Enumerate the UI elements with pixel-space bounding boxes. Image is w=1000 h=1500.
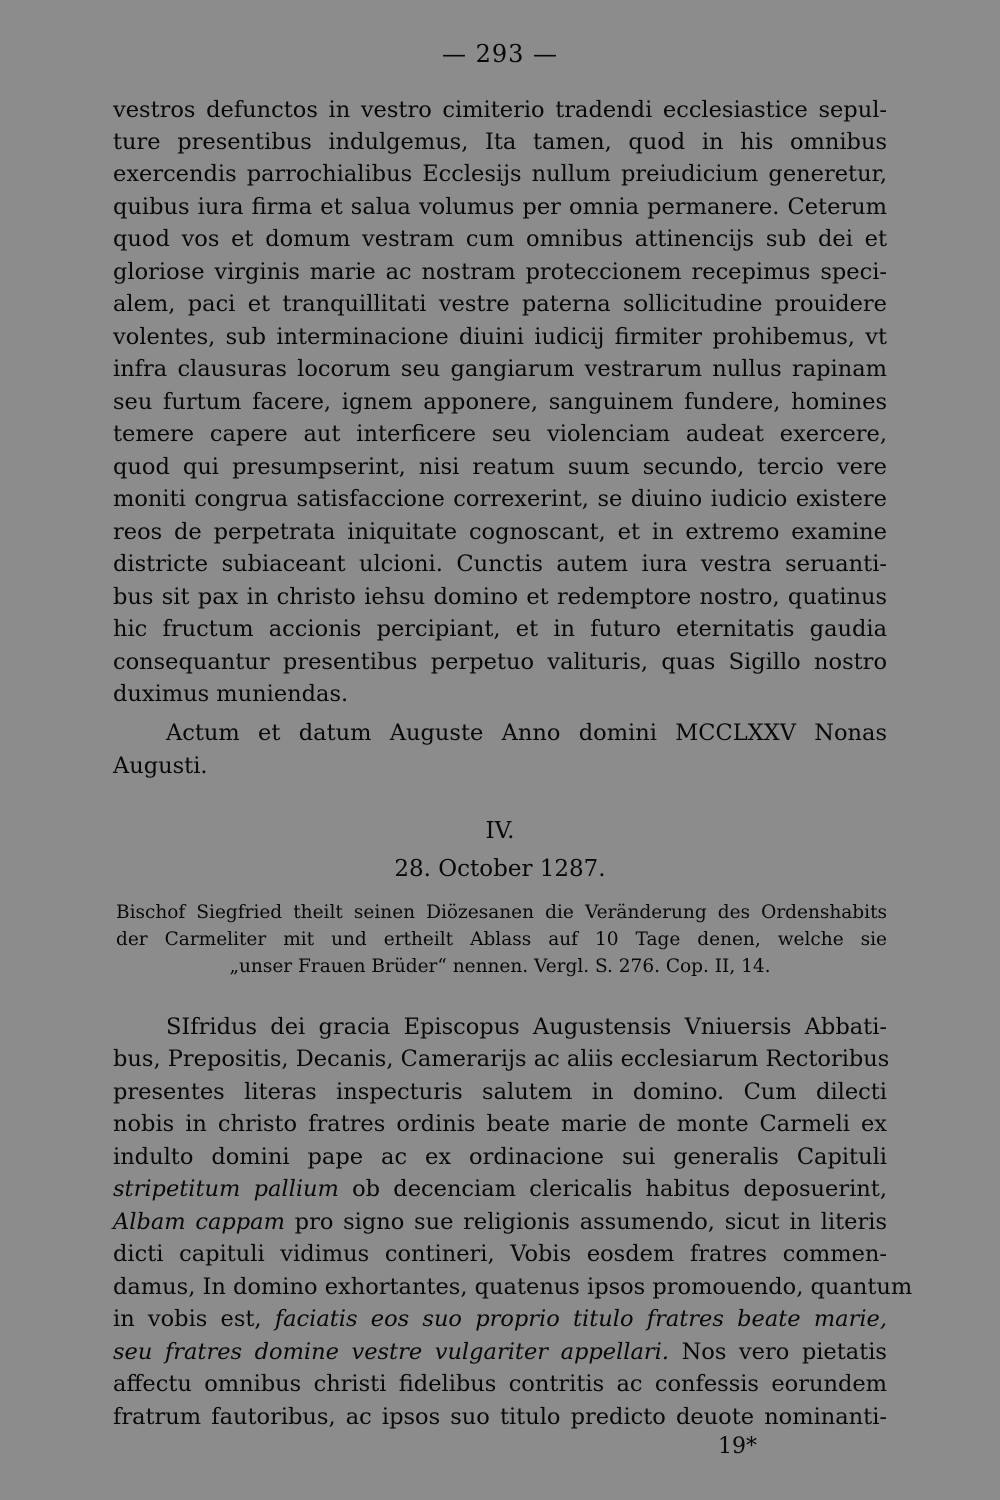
text-line: duximus muniendas. (113, 681, 349, 707)
text-line: SIfridus dei gracia Episcopus Augustensis Vniuersis Abbati- (166, 1014, 887, 1040)
italic-phrase: faciatis eos suo proprio titulo fratres beate marie, (274, 1306, 888, 1332)
text-line: ture presentibus indulgemus, Ita tamen, quod in his omnibus (113, 129, 887, 155)
italic-phrase: Albam cappam (113, 1209, 285, 1235)
text-line: indulto domini pape ac ex ordinacione sui generalis Capituli (113, 1144, 887, 1170)
text-line: temere capere aut interficere seu violenciam audeat exercere, (113, 421, 887, 447)
text-line: quod vos et domum vestram cum omnibus attinencijs sub dei et (113, 226, 887, 252)
section-date: 28. October 1287. (394, 856, 606, 882)
text-line: vestros defunctos in vestro cimiterio tradendi ecclesiastice sepul- (113, 97, 887, 123)
text-line: alem, paci et tranquillitati vestre paterna sollicitudine prouidere (113, 291, 887, 317)
italic-phrase: stripetitum pallium (113, 1176, 339, 1202)
signature-mark: 19* (718, 1434, 757, 1459)
text-line (113, 1206, 887, 1238)
text-line: consequantur presentibus perpetuo valituris, quas Sigillo nostro (113, 649, 887, 675)
page-number: — 293 — (441, 40, 559, 68)
section-numeral: IV. (485, 818, 515, 844)
text-line: quod qui presumpserint, nisi reatum suum secundo, tercio vere (113, 454, 887, 480)
text-line: fratrum fautoribus, ac ipsos suo titulo predicto deuote nominanti- (113, 1404, 887, 1430)
text-line: affectu omnibus christi fidelibus contritis ac confessis eorundem (113, 1371, 887, 1397)
text-line: volentes, sub interminacione diuini iudicij firmiter prohibemus, vt (113, 324, 887, 350)
text-line: exercendis parrochialibus Ecclesijs nullum preiudicium generetur, (113, 161, 887, 187)
text-line: hic fructum accionis percipiant, et in futuro eternitatis gaudia (113, 616, 887, 642)
text-line (113, 1173, 887, 1205)
text-line (113, 1336, 887, 1368)
text-line: infra clausuras locorum seu gangiarum vestrarum nullus rapinam (113, 356, 887, 382)
text-line: quibus iura firma et salua volumus per omnia permanere. Ceterum (113, 194, 887, 220)
text-line (113, 1303, 887, 1335)
actum-line: Actum et datum Auguste Anno domini MCCLXXV Nonas (166, 720, 887, 746)
italic-phrase: seu fratres domine vestre vulgariter appellari. (113, 1339, 670, 1365)
text-line: nobis in christo fratres ordinis beate marie de monte Carmeli ex (113, 1111, 887, 1137)
text-segment: in vobis est, (113, 1306, 275, 1332)
text-line: presentes literas inspecturis salutem in domino. Cum dilecti (113, 1079, 887, 1105)
text-line: dicti capituli vidimus contineri, Vobis eosdem fratres commen- (113, 1241, 887, 1267)
text-line: seu furtum facere, ignem apponere, sanguinem fundere, homines (113, 389, 887, 415)
text-line: moniti congrua satisfaccione correxerint, se diuino iudicio existere (113, 486, 887, 512)
text-line: reos de perpetrata iniquitate cognoscant, et in extremo examine (113, 519, 887, 545)
text-segment: ob decenciam clericalis habitus deposuerint, (338, 1176, 887, 1202)
text-segment: Nos vero pietatis (669, 1339, 887, 1365)
actum-line: Augusti. (113, 753, 208, 779)
text-line: damus, In domino exhortantes, quatenus ipsos promouendo, quantum (113, 1274, 913, 1300)
text-line: bus sit pax in christo iehsu domino et redemptore nostro, quatinus (113, 584, 887, 610)
text-line: districte subiaceant ulcioni. Cunctis autem iura vestra seruanti- (113, 551, 887, 577)
text-line: bus, Prepositis, Decanis, Camerarijs ac aliis ecclesiarum Rectoribus (113, 1046, 890, 1072)
text-line: gloriose virginis marie ac nostram proteccionem recepimus speci- (113, 259, 887, 285)
summary-line: der Carmeliter mit und ertheilt Ablass auf 10 Tage denen, welche sie (116, 929, 887, 950)
summary-line: „unser Frauen Brüder“ nennen. Vergl. S. 276. Cop. II, 14. (229, 956, 771, 977)
summary-line: Bischof Siegfried theilt seinen Diözesanen die Veränderung des Ordenshabits (116, 902, 887, 923)
text-segment: pro signo sue religionis assumendo, sicut in literis (284, 1209, 887, 1235)
